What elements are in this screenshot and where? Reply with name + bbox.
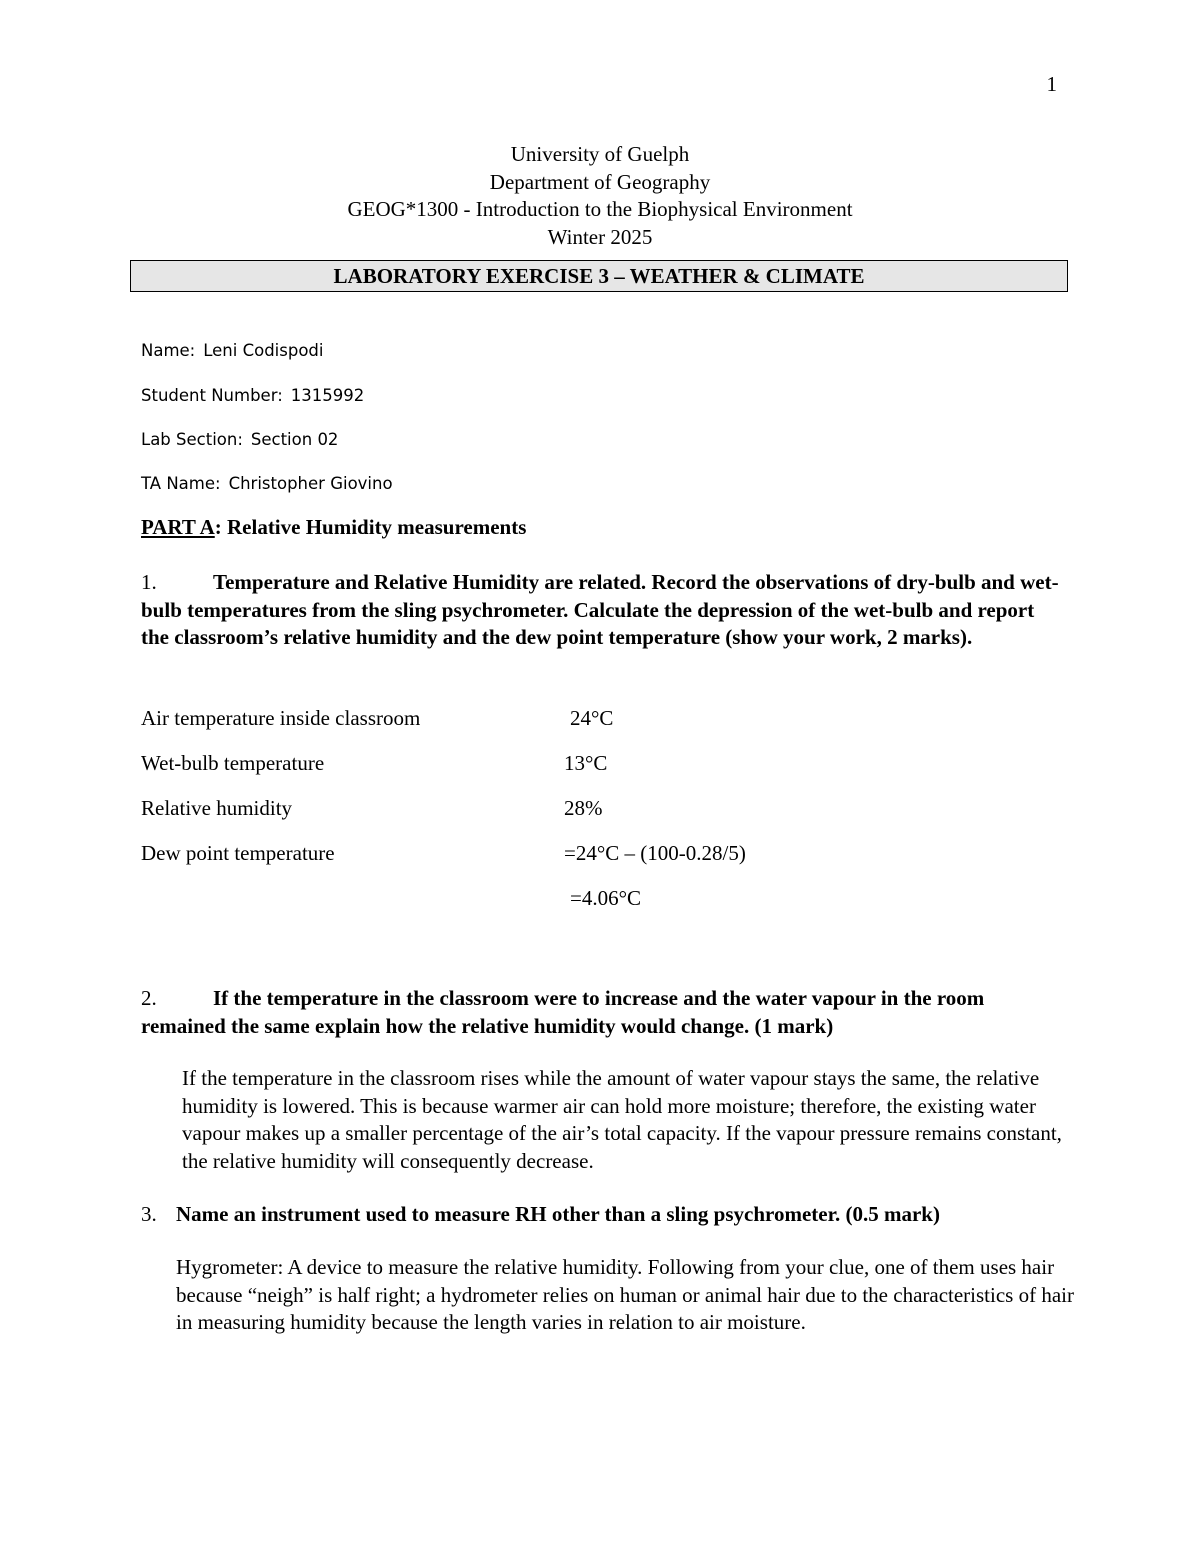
document-header xyxy=(0,141,1200,251)
part-a-title: : Relative Humidity measurements xyxy=(214,515,527,539)
question-3-answer: Hygrometer: A device to measure the relative humidity. Following from your clue, one of them uses hair because “neigh” is half right; a hydrometer relies on human or animal hair due to the characteristics of hair in measuring humidity because the length varies in relation to air moisture. xyxy=(176,1255,1074,1334)
dew-point-label: Dew point temperature xyxy=(141,841,335,865)
question-2 xyxy=(141,985,1061,1040)
question-2-text: If the temperature in the classroom were to increase and the water vapour in the room remained the same explain how the relative humidity would change. (1 mark) xyxy=(141,986,985,1038)
wet-bulb-value: 13°C xyxy=(564,751,608,775)
term: Winter 2025 xyxy=(547,224,653,249)
question-1-number: 1. xyxy=(141,570,157,594)
ta-name-label: TA Name: xyxy=(141,474,221,493)
question-3-text: Name an instrument used to measure RH other than a sling psychrometer. (0.5 mark) xyxy=(176,1202,940,1226)
exercise-title: LABORATORY EXERCISE 3 – WEATHER & CLIMATE xyxy=(130,260,1068,292)
part-a-heading xyxy=(141,515,526,540)
question-2-number: 2. xyxy=(141,986,157,1010)
wet-bulb-label: Wet-bulb temperature xyxy=(141,751,325,775)
lab-section-label: Lab Section: xyxy=(141,430,243,449)
lab-section-value: Section 02 xyxy=(250,430,339,449)
student-number-line xyxy=(141,386,364,405)
course-title: GEOG*1300 - Introduction to the Biophysical Environment xyxy=(347,197,853,221)
air-temp-label: Air temperature inside classroom xyxy=(141,706,421,730)
dew-point-result: =4.06°C xyxy=(570,886,641,910)
ta-name-line xyxy=(141,474,393,493)
relative-humidity-value: 28% xyxy=(564,796,603,820)
name-label: Name: xyxy=(141,341,196,360)
name-line xyxy=(141,341,324,360)
ta-name-value: Christopher Giovino xyxy=(228,474,393,493)
lab-section-line xyxy=(141,430,338,449)
student-number-value: 1315992 xyxy=(290,386,365,405)
question-3-number: 3. xyxy=(141,1202,157,1226)
student-number-label: Student Number: xyxy=(141,386,283,405)
question-1 xyxy=(141,569,1061,652)
university-name: University of Guelph xyxy=(510,142,690,166)
question-1-text: Temperature and Relative Humidity are related. Record the observations of dry-bulb and wet-bulb temperatures from the sling psychrometer. Calculate the depression of the wet-bulb and report the classroom’s relative humidity and the dew point temperature (show your work, 2 marks). xyxy=(141,570,1059,649)
relative-humidity-label: Relative humidity xyxy=(141,796,293,820)
department-name: Department of Geography xyxy=(489,169,711,194)
question-3 xyxy=(141,1201,1061,1229)
name-value: Leni Codispodi xyxy=(203,341,324,360)
page-number: 1 xyxy=(1046,72,1057,96)
air-temp-value: 24°C xyxy=(570,706,614,730)
question-2-answer: If the temperature in the classroom rises while the amount of water vapour stays the same, the relative humidity is lowered. This is because warmer air can hold more moisture; therefore, the existing water vapour makes up a smaller percentage of the air’s total capacity. If the vapour pressure remains constant, the relative humidity will consequently decrease. xyxy=(182,1066,1062,1173)
part-a-label: PART A xyxy=(141,515,215,539)
dew-point-formula: =24°C – (100-0.28/5) xyxy=(564,841,746,865)
